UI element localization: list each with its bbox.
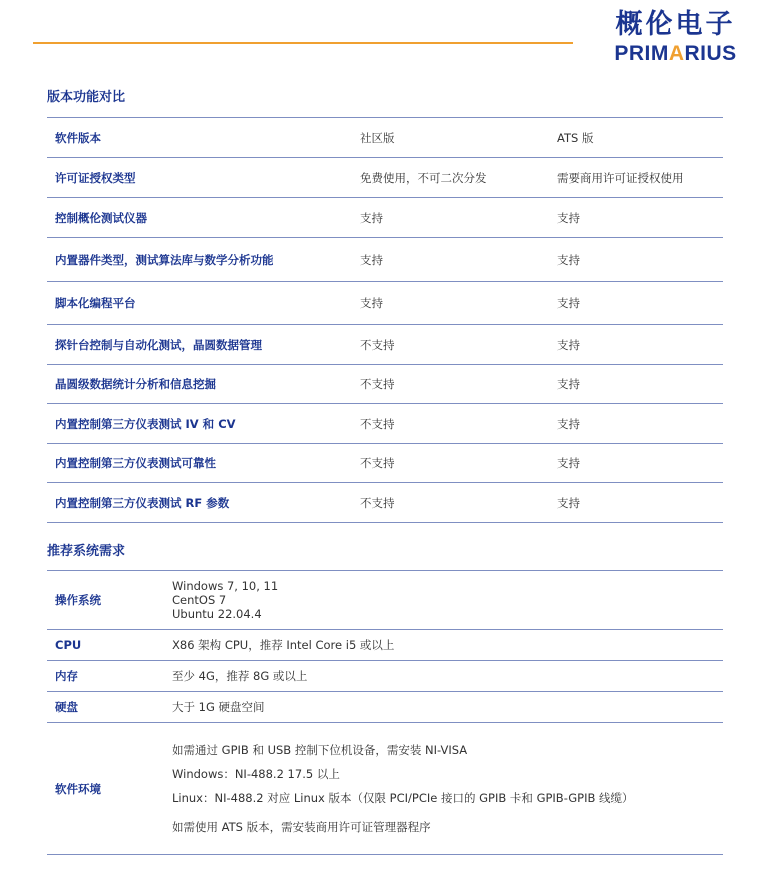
feature-label: 软件版本 <box>55 130 101 145</box>
table-row <box>47 444 723 483</box>
table-row <box>47 404 723 444</box>
software-env-line: 如需使用 ATS 版本，需安装商用许可证管理器程序 <box>172 820 431 834</box>
software-env-label: 软件环境 <box>55 781 101 796</box>
table-row <box>47 630 723 661</box>
company-logo <box>603 8 748 66</box>
community-value: 支持 <box>360 296 383 310</box>
software-env-line: Windows：NI-488.2 17.5 以上 <box>172 767 340 781</box>
header-rule <box>33 42 573 44</box>
table-row <box>47 198 723 238</box>
community-value: 不支持 <box>360 377 395 391</box>
community-value: 不支持 <box>360 337 395 352</box>
community-value: 免费使用，不可二次分发 <box>360 170 487 185</box>
community-value: 支持 <box>360 252 383 267</box>
table-row <box>47 282 723 325</box>
table-row <box>47 365 723 404</box>
community-value: 不支持 <box>360 416 395 431</box>
feature-label: 晶圆级数据统计分析和信息挖掘 <box>55 377 216 391</box>
logo-en-part1: PRIM <box>614 42 669 65</box>
os-label: 操作系统 <box>55 593 101 607</box>
feature-label: 内置控制第三方仪表测试 RF 参数 <box>55 495 230 510</box>
feature-label: 脚本化编程平台 <box>55 296 136 310</box>
logo-english-name <box>603 42 748 66</box>
feature-label: 控制概伦测试仪器 <box>55 210 147 225</box>
table-row <box>47 723 723 855</box>
ats-value: 支持 <box>557 416 580 431</box>
ats-value: 支持 <box>557 456 580 470</box>
ats-value: 支持 <box>557 252 580 267</box>
os-line: CentOS 7 <box>172 593 227 607</box>
logo-chinese-name: 概伦电子 <box>615 9 736 40</box>
ats-value: 需要商用许可证授权使用 <box>557 170 684 185</box>
ats-value: 支持 <box>557 495 580 510</box>
disk-value: 大于 1G 硬盘空间 <box>172 700 265 714</box>
ats-value: 支持 <box>557 210 580 225</box>
table-row <box>47 325 723 365</box>
memory-value: 至少 4G，推荐 8G 或以上 <box>172 669 308 683</box>
table-row <box>47 571 723 630</box>
logo-en-accent: A <box>668 42 685 65</box>
community-value: 支持 <box>360 210 383 225</box>
feature-label: 内置控制第三方仪表测试 IV 和 CV <box>55 416 236 431</box>
feature-label: 探针台控制与自动化测试，晶圆数据管理 <box>55 337 262 352</box>
system-requirements-table <box>47 570 723 855</box>
table-row <box>47 238 723 282</box>
cpu-label: CPU <box>55 638 82 652</box>
table-row <box>47 661 723 692</box>
software-env-line: Linux：NI-488.2 对应 Linux 版本（仅限 PCI/PCIe 接口的 GPIB 卡和 GPIB-GPIB 线缆） <box>172 791 634 805</box>
feature-comparison-title: 版本功能对比 <box>47 90 126 105</box>
community-value: 不支持 <box>360 456 395 470</box>
ats-value: 支持 <box>557 377 580 391</box>
feature-comparison-table <box>47 117 723 523</box>
ats-value: ATS 版 <box>557 130 594 145</box>
system-requirements-title: 推荐系统需求 <box>47 544 126 559</box>
software-env-line: 如需通过 GPIB 和 USB 控制下位机设备，需安装 NI-VISA <box>172 743 468 757</box>
table-row <box>47 483 723 523</box>
community-value: 不支持 <box>360 495 395 510</box>
os-value <box>172 571 723 630</box>
table-row <box>47 118 723 158</box>
table-row <box>47 158 723 198</box>
feature-label: 许可证授权类型 <box>55 170 136 185</box>
memory-label: 内存 <box>55 669 78 683</box>
software-env-value <box>172 723 723 855</box>
table-row <box>47 692 723 723</box>
logo-en-part2: RIUS <box>684 42 737 65</box>
cpu-value: X86 架构 CPU，推荐 Intel Core i5 或以上 <box>172 638 395 652</box>
feature-label: 内置控制第三方仪表测试可靠性 <box>55 456 216 470</box>
community-value: 社区版 <box>360 130 395 145</box>
os-line: Ubuntu 22.04.4 <box>172 607 262 621</box>
feature-label: 内置器件类型，测试算法库与数学分析功能 <box>55 252 274 267</box>
disk-label: 硬盘 <box>55 700 78 714</box>
os-line: Windows 7, 10, 11 <box>172 579 279 593</box>
spacer <box>172 807 723 818</box>
ats-value: 支持 <box>557 296 580 310</box>
ats-value: 支持 <box>557 337 580 352</box>
